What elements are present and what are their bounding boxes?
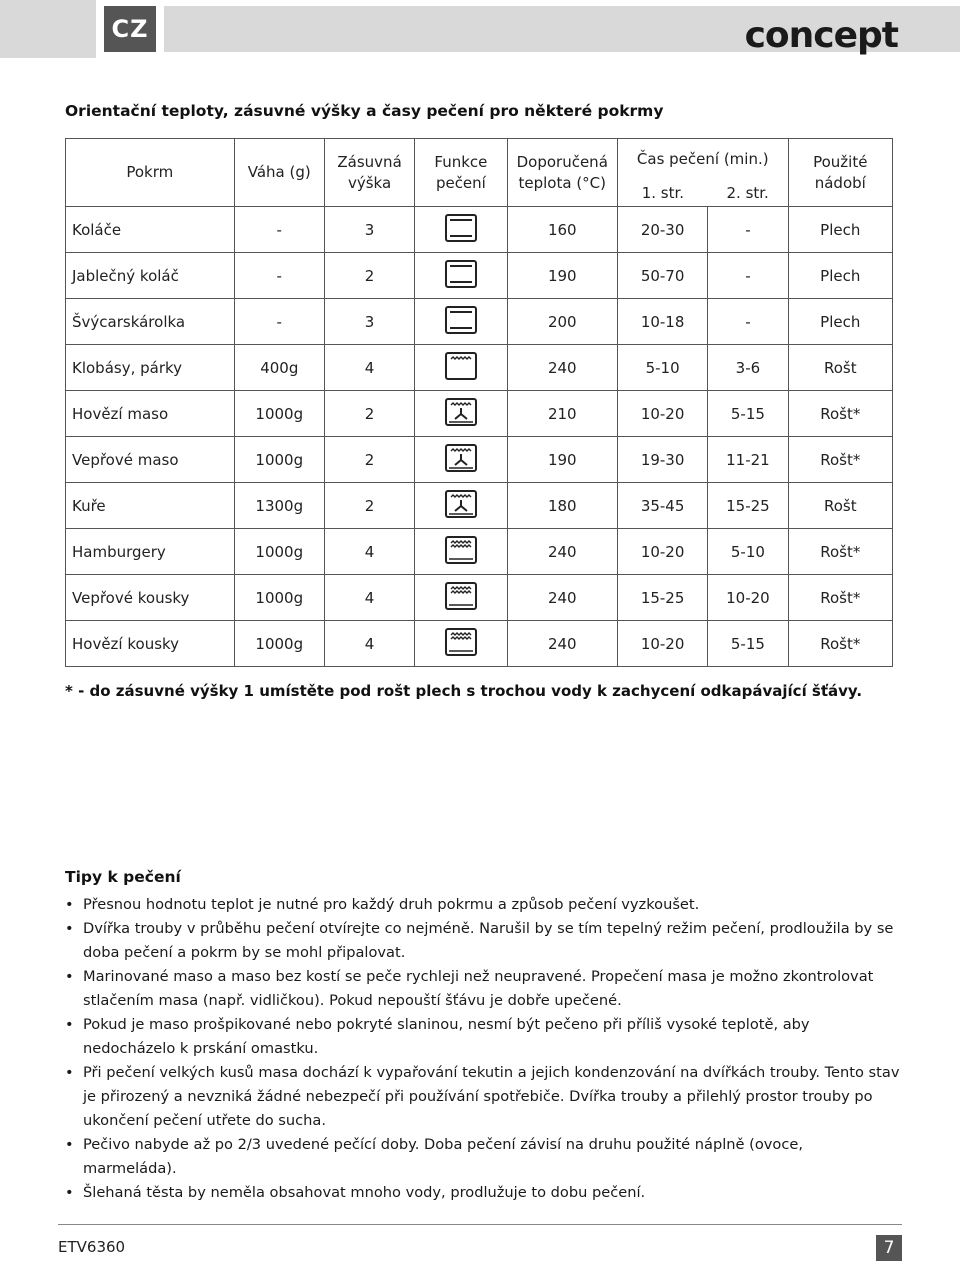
temperature-cell: 240 (507, 575, 617, 621)
time-side2-cell: 5-15 (708, 391, 788, 437)
tip-text: Dvířka trouby v průběhu pečení otvírejte co nejméně. Narušil by se tím tepelný režim pečení, prodloužila by se doba pečení a pokrm by se mohl připalovat. (83, 920, 894, 961)
bullet-icon: • (65, 1184, 74, 1201)
bullet-icon: • (65, 1064, 74, 1081)
food-cell: Hovězí kousky (66, 621, 235, 667)
weight-cell: 1300g (234, 483, 324, 529)
height-cell: 3 (324, 299, 414, 345)
dish-cell: Rošt* (788, 529, 892, 575)
time-side2-cell: - (708, 299, 788, 345)
header-bar (0, 0, 960, 62)
time-side1-cell: 35-45 (617, 483, 707, 529)
top-bottom-heat-icon (444, 259, 478, 293)
table-row (66, 575, 893, 621)
footer-divider (58, 1224, 902, 1225)
table-row (66, 483, 893, 529)
food-cell: Vepřové kousky (66, 575, 235, 621)
header-temperature: Doporučená teplota (°C) (507, 139, 617, 207)
height-cell: 3 (324, 207, 414, 253)
food-cell: Klobásy, párky (66, 345, 235, 391)
table-row (66, 621, 893, 667)
model-number: ETV6360 (58, 1238, 126, 1256)
height-cell: 2 (324, 437, 414, 483)
time-side1-cell: 10-18 (617, 299, 707, 345)
tip-text: Marinované maso a maso bez kostí se peče rychleji než neupravené. Propečení masa je možno zkontrolovat stlačením masa (např. vidličkou). Pokud nepouští šťávu je dobře upečené. (83, 968, 874, 1009)
footnote: * - do zásuvné výšky 1 umístěte pod rošt plech s trochou vody k zachycení odkapávající šťávy. (65, 682, 863, 700)
bullet-icon: • (65, 1016, 74, 1033)
time-side2-cell: - (708, 207, 788, 253)
top-bottom-heat-icon (444, 305, 478, 339)
height-cell: 2 (324, 253, 414, 299)
food-cell: Kuře (66, 483, 235, 529)
bullet-icon: • (65, 920, 74, 937)
food-cell: Jablečný koláč (66, 253, 235, 299)
time-side1-cell: 50-70 (617, 253, 707, 299)
function-cell (415, 207, 507, 253)
height-cell: 2 (324, 391, 414, 437)
time-side2-cell: 5-15 (708, 621, 788, 667)
time-side2-cell: 10-20 (708, 575, 788, 621)
height-cell: 2 (324, 483, 414, 529)
header-gray-block (0, 0, 96, 58)
function-cell (415, 437, 507, 483)
tip-text: Při pečení velkých kusů masa dochází k vypařování tekutin a jejich kondenzování na dvířkách trouby. Tento stav je přirozený a nevzniká žádné nebezpečí při používání spotřebiče. Dvířka trouby a přilehlý prostor trouby po ukončení pečení utřete do sucha. (83, 1064, 900, 1129)
grill-fan-icon (444, 489, 478, 523)
function-cell (415, 483, 507, 529)
tips-title: Tipy k pečení (65, 868, 181, 886)
time-side1-cell: 10-20 (617, 529, 707, 575)
time-side1-cell: 10-20 (617, 621, 707, 667)
food-cell: Vepřové maso (66, 437, 235, 483)
dish-cell: Rošt* (788, 621, 892, 667)
tip-item (65, 965, 900, 1013)
temperature-cell: 210 (507, 391, 617, 437)
dish-cell: Plech (788, 253, 892, 299)
double-grill-icon (444, 581, 478, 615)
header-food: Pokrm (66, 139, 235, 207)
table-row (66, 299, 893, 345)
time-side2-cell: 3-6 (708, 345, 788, 391)
temperature-cell: 240 (507, 621, 617, 667)
food-cell: Koláče (66, 207, 235, 253)
brand-logo: concept (744, 14, 898, 56)
temperature-cell: 240 (507, 345, 617, 391)
table-row (66, 437, 893, 483)
time-side1-cell: 20-30 (617, 207, 707, 253)
bullet-icon: • (65, 1136, 74, 1153)
tip-item (65, 917, 900, 965)
grill-fan-icon (444, 443, 478, 477)
header-dish: Použité nádobí (788, 139, 892, 207)
header-side-1: 1. str. (617, 181, 707, 207)
page-number: 7 (876, 1235, 902, 1261)
function-cell (415, 391, 507, 437)
header-height: Zásuvná výška (324, 139, 414, 207)
table-row (66, 207, 893, 253)
temperature-cell: 190 (507, 253, 617, 299)
tip-item (65, 1133, 900, 1181)
function-cell (415, 345, 507, 391)
height-cell: 4 (324, 529, 414, 575)
tip-item (65, 1061, 900, 1133)
time-side1-cell: 19-30 (617, 437, 707, 483)
grill-icon (444, 351, 478, 385)
tip-text: Pečivo nabyde až po 2/3 uvedené pečící doby. Doba pečení závisí na druhu použité náplně (ovoce, marmeláda). (83, 1136, 803, 1177)
grill-fan-icon (444, 397, 478, 431)
temperature-cell: 240 (507, 529, 617, 575)
weight-cell: 1000g (234, 437, 324, 483)
time-side2-cell: 5-10 (708, 529, 788, 575)
food-cell: Hovězí maso (66, 391, 235, 437)
tip-text: Šlehaná těsta by neměla obsahovat mnoho vody, prodlužuje to dobu pečení. (83, 1184, 646, 1201)
time-side1-cell: 5-10 (617, 345, 707, 391)
function-cell (415, 575, 507, 621)
table-row (66, 253, 893, 299)
header-side-2: 2. str. (708, 181, 788, 207)
dish-cell: Rošt (788, 483, 892, 529)
tip-text: Přesnou hodnotu teplot je nutné pro každý druh pokrmu a způsob pečení vyzkoušet. (83, 896, 700, 913)
header-time: Čas pečení (min.) (617, 139, 788, 181)
brand-bar (164, 6, 960, 56)
header-weight: Váha (g) (234, 139, 324, 207)
food-cell: Hamburgery (66, 529, 235, 575)
table-row (66, 345, 893, 391)
tip-item (65, 1181, 900, 1205)
tip-item (65, 1013, 900, 1061)
dish-cell: Plech (788, 299, 892, 345)
time-side2-cell: 15-25 (708, 483, 788, 529)
tips-list (65, 893, 900, 1205)
dish-cell: Rošt* (788, 391, 892, 437)
section-title: Orientační teploty, zásuvné výšky a časy pečení pro některé pokrmy (65, 102, 664, 120)
double-grill-icon (444, 627, 478, 661)
height-cell: 4 (324, 345, 414, 391)
height-cell: 4 (324, 575, 414, 621)
weight-cell: 1000g (234, 529, 324, 575)
height-cell: 4 (324, 621, 414, 667)
time-side1-cell: 15-25 (617, 575, 707, 621)
double-grill-icon (444, 535, 478, 569)
table-row (66, 529, 893, 575)
temperature-cell: 190 (507, 437, 617, 483)
dish-cell: Rošt (788, 345, 892, 391)
weight-cell: - (234, 207, 324, 253)
weight-cell: - (234, 299, 324, 345)
language-badge: CZ (104, 6, 156, 52)
time-side2-cell: 11-21 (708, 437, 788, 483)
function-cell (415, 529, 507, 575)
time-side1-cell: 10-20 (617, 391, 707, 437)
function-cell (415, 621, 507, 667)
food-cell: Švýcarskárolka (66, 299, 235, 345)
tip-text: Pokud je maso prošpikované nebo pokryté slaninou, nesmí být pečeno při příliš vysoké teplotě, aby nedocházelo k prskání omastku. (83, 1016, 810, 1057)
weight-cell: 1000g (234, 621, 324, 667)
function-cell (415, 253, 507, 299)
header-function: Funkce pečení (415, 139, 507, 207)
bullet-icon: • (65, 896, 74, 913)
temperature-cell: 160 (507, 207, 617, 253)
time-side2-cell: - (708, 253, 788, 299)
weight-cell: 1000g (234, 575, 324, 621)
top-bottom-heat-icon (444, 213, 478, 247)
weight-cell: 1000g (234, 391, 324, 437)
temperature-cell: 200 (507, 299, 617, 345)
temperature-cell: 180 (507, 483, 617, 529)
table-row (66, 391, 893, 437)
bullet-icon: • (65, 968, 74, 985)
weight-cell: - (234, 253, 324, 299)
dish-cell: Rošt* (788, 575, 892, 621)
dish-cell: Plech (788, 207, 892, 253)
tip-item (65, 893, 900, 917)
function-cell (415, 299, 507, 345)
cooking-table (65, 138, 893, 667)
weight-cell: 400g (234, 345, 324, 391)
dish-cell: Rošt* (788, 437, 892, 483)
